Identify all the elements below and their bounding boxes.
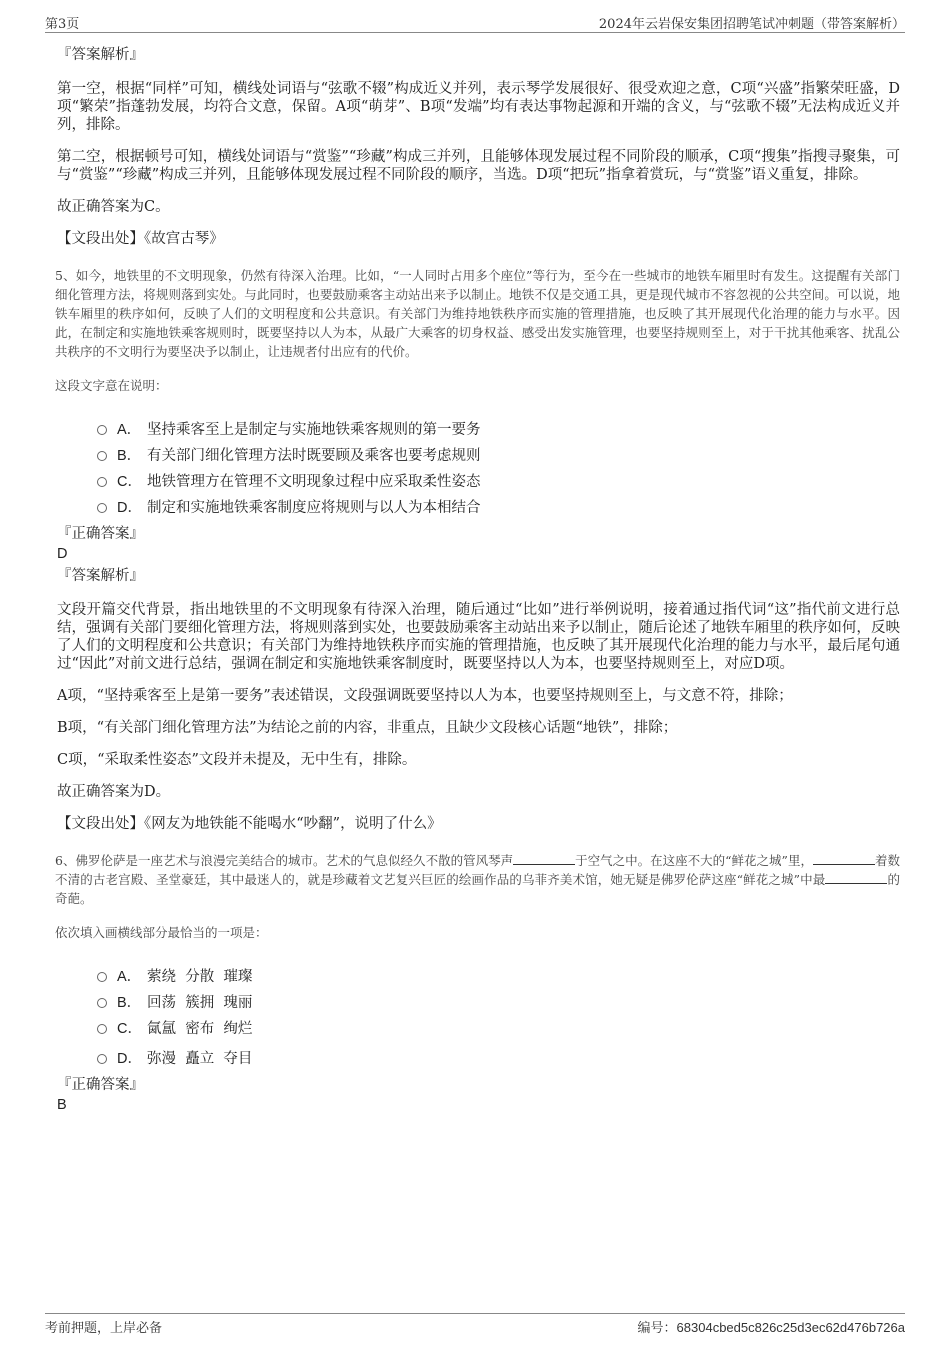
option-a[interactable] bbox=[97, 962, 900, 988]
option-d[interactable] bbox=[97, 1044, 900, 1070]
source-citation: 【文段出处】《故宫古琴》 bbox=[57, 231, 224, 247]
analysis-paragraph: 第二空，根据顿号可知，横线处词语与“赏鉴”“珍藏”构成三并列，且能够体现发展过程不同阶段的顺承，C项“搜集”指搜寻聚集，可与“赏鉴”“珍藏”构成三并列，且能够体现发展过程不同阶段的顺序，当选。D项“把玩”指拿着赏玩，与“赏鉴”语义重复，排除。 bbox=[57, 149, 900, 183]
code-label: 编号： bbox=[637, 1321, 677, 1336]
radio-icon[interactable] bbox=[97, 998, 107, 1008]
answer-conclusion: 故正确答案为C。 bbox=[57, 199, 170, 215]
correct-answer: D bbox=[57, 546, 68, 562]
question-5-text: 5、如今，地铁里的不文明现象，仍然有待深入治理。比如，“一人同时占用多个座位”等行为，至今在一些城市的地铁车厢里时有发生。这提醒有关部门细化管理方法，将规则落到实处。与此同时，也要鼓励乘客主动站出来予以制止。地铁不仅是交通工具，更是现代城市不容忽视的公共空间。可以说，地铁车厢里的秩序如何，反映了人们的文明程度和公共意识。有关部门为维持地铁秩序而实施的管理措施，也反映了其开展现代化治理的能力与水平。因此，在制定和实施地铁乘客规则时，既要坚持以人为本，从最广大乘客的切身权益、感受出发实施管理，也要坚持规则至上，对于干扰其他乘客、扰乱公共秩序的不文明行为要坚决予以制止，让违规者付出应有的代价。 bbox=[55, 268, 900, 359]
option-text: 地铁管理方在管理不文明现象过程中应采取柔性姿态 bbox=[147, 473, 481, 490]
option-d[interactable] bbox=[97, 493, 900, 519]
question-6-prompt: 依次填入画横线部分最恰当的一项是： bbox=[55, 925, 268, 940]
option-text: 弥漫 矗立 夺目 bbox=[147, 1050, 253, 1067]
answer-conclusion: 故正确答案为D。 bbox=[57, 784, 171, 800]
radio-icon[interactable] bbox=[97, 477, 107, 487]
analysis-paragraph: C项，“采取柔性姿态”文段并未提及，无中生有，排除。 bbox=[57, 752, 417, 768]
question-6-part: 6、佛罗伦萨是一座艺术与浪漫完美结合的城市。艺术的气息似经久不散的管风琴声 bbox=[55, 853, 514, 868]
analysis-paragraph: A项，“坚持乘客至上是第一要务”表述错误，文段强调既要坚持以人为本，也要坚持规则至上，与文意不符，排除； bbox=[57, 688, 793, 704]
correct-answer-label: 『正确答案』 bbox=[57, 526, 144, 542]
page-header bbox=[45, 12, 905, 33]
analysis-paragraph: 第一空，根据“同样”可知，横线处词语与“弦歌不辍”构成近义并列，表示琴学发展很好、很受欢迎之意，C项“兴盛”指繁荣旺盛，D项“繁荣”指蓬勃发展，均符合文意，保留。A项“萌芽”、B项“发端”均有表达事物起源和开端的含义，与“弦歌不辍”无法构成近义并列，排除。 bbox=[57, 81, 900, 133]
question-5-options bbox=[97, 415, 900, 519]
option-b[interactable] bbox=[97, 441, 900, 467]
option-c[interactable] bbox=[97, 467, 900, 493]
option-text: 萦绕 分散 璀璨 bbox=[147, 968, 253, 985]
radio-icon[interactable] bbox=[97, 503, 107, 513]
option-letter: C． bbox=[117, 473, 142, 490]
option-text: 坚持乘客至上是制定与实施地铁乘客规则的第一要务 bbox=[147, 421, 481, 438]
correct-answer-label: 『正确答案』 bbox=[57, 1077, 144, 1093]
radio-icon[interactable] bbox=[97, 1054, 107, 1064]
option-text: 制定和实施地铁乘客制度应将规则与以人为本相结合 bbox=[147, 499, 481, 516]
analysis-paragraph: B项，“有关部门细化管理方法”为结论之前的内容，非重点，且缺少文段核心话题“地铁”，排除； bbox=[57, 720, 678, 736]
radio-icon[interactable] bbox=[97, 972, 107, 982]
fill-blank bbox=[825, 871, 887, 884]
page-number: 第3页 bbox=[45, 17, 80, 32]
analysis-label: 『答案解析』 bbox=[57, 568, 144, 584]
option-letter: D． bbox=[117, 1050, 142, 1067]
source-citation: 【文段出处】《网友为地铁能不能喝水“吵翻”，说明了什么》 bbox=[57, 816, 442, 832]
option-letter: B． bbox=[117, 994, 142, 1011]
document-title: 2024年云岩保安集团招聘笔试冲刺题（带答案解析） bbox=[598, 17, 905, 32]
option-text: 回荡 簇拥 瑰丽 bbox=[147, 994, 253, 1011]
radio-icon[interactable] bbox=[97, 1024, 107, 1034]
option-letter: D． bbox=[117, 499, 142, 516]
question-6-options bbox=[97, 962, 900, 1070]
page-footer bbox=[45, 1313, 905, 1336]
analysis-paragraph: 文段开篇交代背景，指出地铁里的不文明现象有待深入治理，随后通过“比如”进行举例说明，接着通过指代词“这”指代前文进行总结，强调有关部门要细化管理方法，将规则落到实处，也要鼓励乘客主动站出来予以制止，随后论述了地铁车厢里的秩序如何，反映了人们的文明程度和公共意识；有关部门为维持地铁秩序而实施的管理措施，也反映了其开展现代化治理的能力与水平，最后尾句通过“因此”对前文进行总结，强调在制定和实施地铁乘客制度时，既要坚持以人为本，也要坚持规则至上，对应D项。 bbox=[57, 602, 900, 672]
option-letter: C． bbox=[117, 1020, 142, 1037]
document-body bbox=[55, 46, 900, 1118]
footer-slogan: 考前押题，上岸必备 bbox=[45, 1321, 163, 1336]
question-6-part: 着数不清的古老宫殿、圣堂豪廷，其中最迷人的，就是珍藏着文艺复兴巨匠的绘画作品的乌菲齐美术馆，她无疑是佛罗伦萨这座“鲜花之城”中最 bbox=[55, 853, 900, 887]
fill-blank bbox=[513, 852, 575, 865]
document-code bbox=[638, 1317, 905, 1336]
option-letter: A． bbox=[117, 421, 142, 438]
correct-answer: B bbox=[57, 1097, 67, 1113]
option-c[interactable] bbox=[97, 1014, 900, 1040]
radio-icon[interactable] bbox=[97, 425, 107, 435]
question-6-text bbox=[55, 851, 900, 908]
option-text: 氤氲 密布 绚烂 bbox=[147, 1020, 253, 1037]
radio-icon[interactable] bbox=[97, 451, 107, 461]
option-text: 有关部门细化管理方法时既要顾及乘客也要考虑规则 bbox=[147, 447, 481, 464]
question-6-part: 的奇葩。 bbox=[55, 872, 900, 906]
option-a[interactable] bbox=[97, 415, 900, 441]
option-b[interactable] bbox=[97, 988, 900, 1014]
analysis-label: 『答案解析』 bbox=[57, 47, 144, 63]
question-6-part: 于空气之中。在这座不大的“鲜花之城”里， bbox=[575, 853, 813, 868]
option-letter: B． bbox=[117, 447, 142, 464]
code-value: 68304cbed5c826c25d3ec62d476b726a bbox=[676, 1320, 905, 1335]
option-letter: A． bbox=[117, 968, 142, 985]
question-5-prompt: 这段文字意在说明： bbox=[55, 378, 168, 393]
fill-blank bbox=[813, 852, 875, 865]
